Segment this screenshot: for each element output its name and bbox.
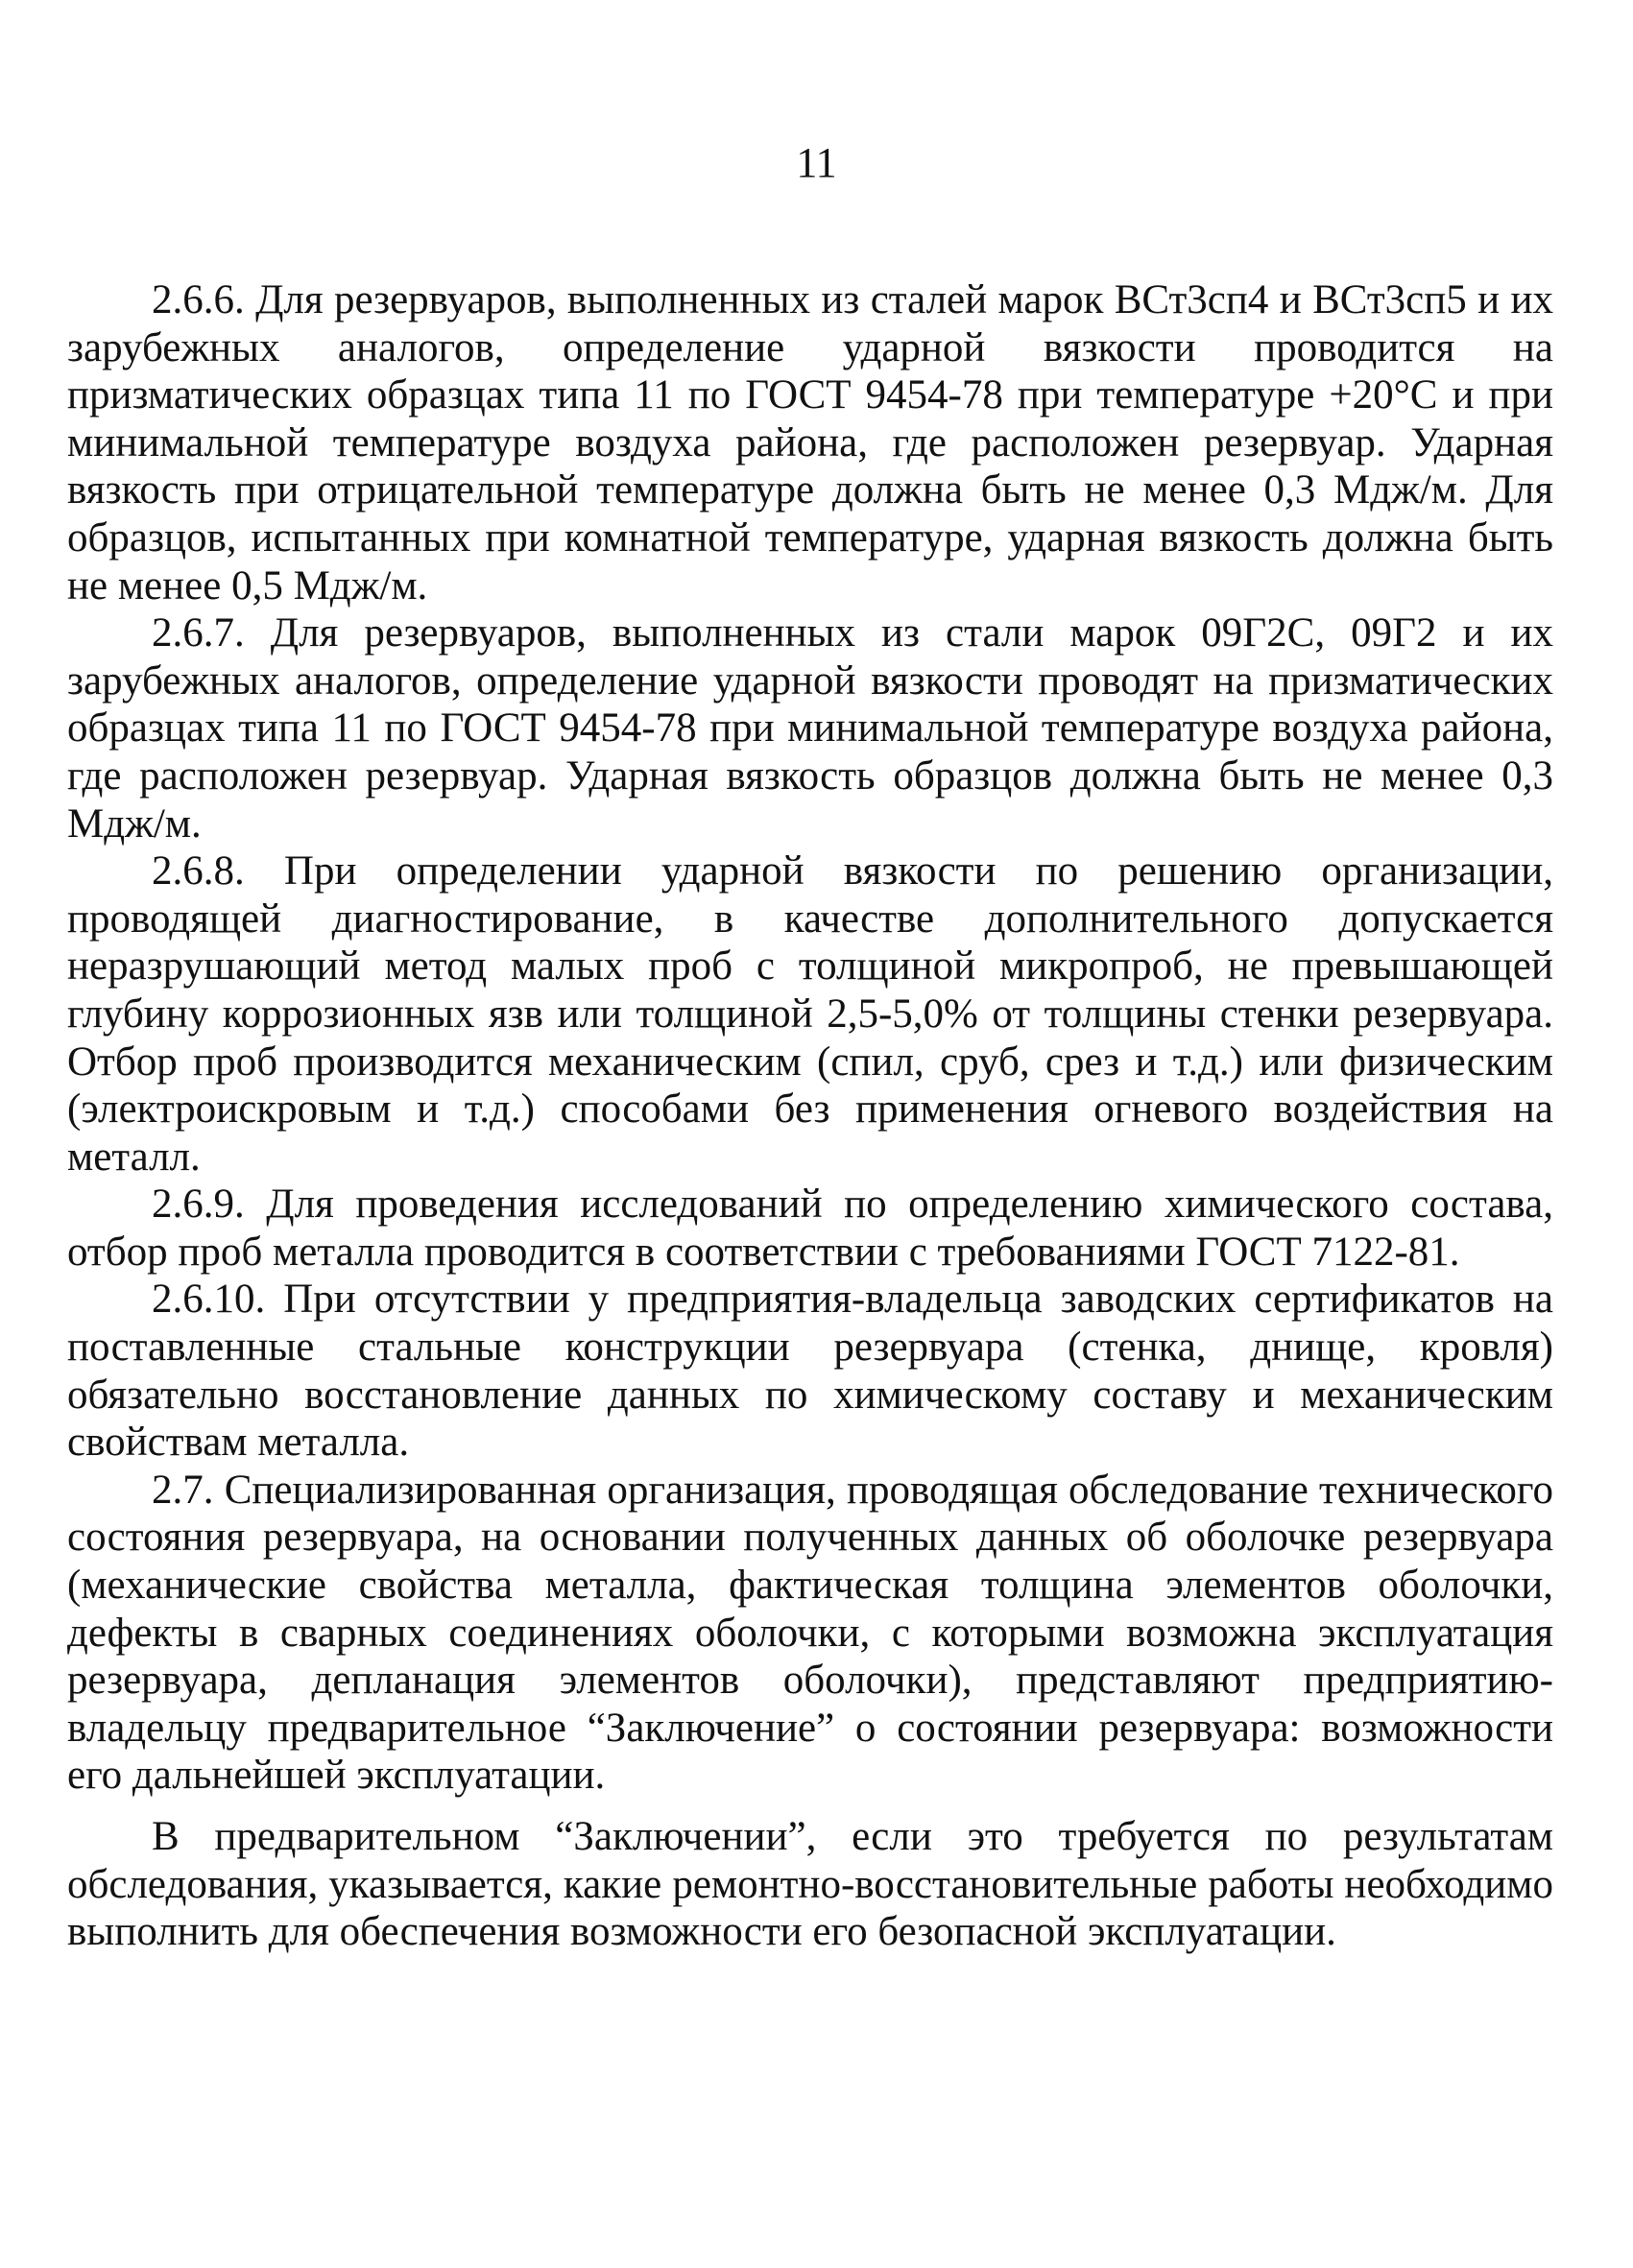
- paragraph-2-7: 2.7. Специализированная организация, проводящая обследование технического состояния резервуара, на основании полученных данных об оболочке резервуара (механические свойства металла, фактическая толщина элементов оболочки, дефекты в сварных соединениях оболочки, с которыми возможна эксплуатация резервуара, депланация элементов оболочки), представляют предприятию-владельцу предварительное “Заключение” о состоянии резервуара: возможности его дальнейшей эксплуатации.: [67, 1467, 1553, 1799]
- paragraph-2-6-10: 2.6.10. При отсутствии у предприятия-владельца заводских сертификатов на поставленные стальные конструкции резервуара (стенка, днище, кровля) обязательно восстановление данных по химическому составу и механическим свойствам металла.: [67, 1277, 1553, 1466]
- page-number: 11: [796, 139, 837, 186]
- paragraph-2-7-conclusion: В предварительном “Заключении”, если это требуется по результатам обследования, указывается, какие ремонтно-восстановительные работы необходимо выполнить для обеспечения возможности его безопасной эксплуатации.: [67, 1814, 1553, 1955]
- paragraph-2-6-7: 2.6.7. Для резервуаров, выполненных из стали марок 09Г2С, 09Г2 и их зарубежных аналогов, определение ударной вязкости проводят на призматических образцах типа 11 по ГОСТ 9454-78 при минимальной температуре воздуха района, где расположен резервуар. Ударная вязкость образцов должна быть не менее 0,3 Мдж/м.: [67, 610, 1553, 847]
- paragraph-2-6-6: 2.6.6. Для резервуаров, выполненных из сталей марок ВСт3сп4 и ВСт3сп5 и их зарубежных аналогов, определение ударной вязкости проводится на призматических образцах типа 11 по ГОСТ 9454-78 при температуре +20°С и при минимальной температуре воздуха района, где расположен резервуар. Ударная вязкость при отрицательной температуре должна быть не менее 0,3 Мдж/м. Для образцов, испытанных при комнатной температуре, ударная вязкость должна быть не менее 0,5 Мдж/м.: [67, 277, 1553, 609]
- paragraph-2-6-8: 2.6.8. При определении ударной вязкости по решению организации, проводящей диагностирование, в качестве дополнительного допускается неразрушающий метод малых проб с толщиной микропроб, не превышающей глубину коррозионных язв или толщиной 2,5-5,0% от толщины стенки резервуара. Отбор проб производится механическим (спил, сруб, срез и т.д.) или физическим (электроискровым и т.д.) способами без применения огневого воздействия на металл.: [67, 848, 1553, 1180]
- document-body: [67, 276, 1553, 1956]
- paragraph-2-6-9: 2.6.9. Для проведения исследований по определению химического состава, отбор проб металла проводится в соответствии с требованиями ГОСТ 7122-81.: [67, 1182, 1553, 1275]
